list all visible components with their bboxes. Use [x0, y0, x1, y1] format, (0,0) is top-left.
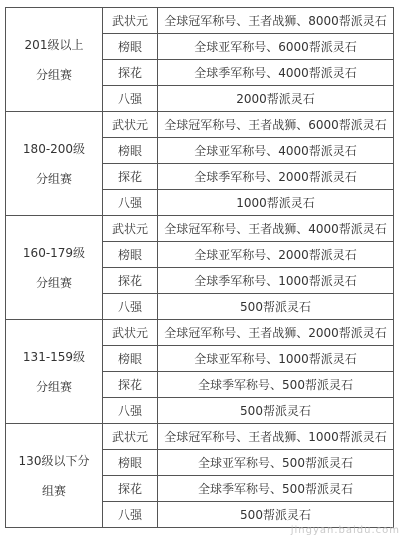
reward-cell: 全球冠军称号、王者战狮、6000帮派灵石 — [158, 112, 394, 138]
group-label-cell — [6, 320, 103, 424]
group-label-line: 组赛 — [41, 483, 66, 498]
rank-cell: 探花 — [103, 60, 158, 86]
group-label-line: 201级以上 — [24, 37, 84, 52]
reward-cell: 500帮派灵石 — [158, 398, 394, 424]
rank-cell: 八强 — [103, 190, 158, 216]
reward-cell: 2000帮派灵石 — [158, 86, 394, 112]
reward-cell: 全球季军称号、2000帮派灵石 — [158, 164, 394, 190]
reward-cell: 全球季军称号、500帮派灵石 — [158, 476, 394, 502]
group-label-line: 130级以下分 — [18, 453, 90, 468]
reward-cell: 全球亚军称号、1000帮派灵石 — [158, 346, 394, 372]
rank-cell: 榜眼 — [103, 346, 158, 372]
reward-cell: 全球亚军称号、6000帮派灵石 — [158, 34, 394, 60]
reward-cell: 500帮派灵石 — [158, 502, 394, 528]
table-row — [6, 216, 394, 242]
rank-cell: 榜眼 — [103, 450, 158, 476]
reward-cell: 全球冠军称号、王者战狮、1000帮派灵石 — [158, 424, 394, 450]
table-row — [6, 424, 394, 450]
group-label-line: 分组赛 — [35, 67, 72, 82]
rank-cell: 探花 — [103, 268, 158, 294]
rank-cell: 八强 — [103, 398, 158, 424]
watermark: jingyan.baidu.com — [290, 525, 400, 536]
group-label-cell — [6, 424, 103, 528]
group-label-line: 160-179级 — [22, 245, 86, 260]
table-row — [6, 112, 394, 138]
reward-cell: 全球冠军称号、王者战狮、2000帮派灵石 — [158, 320, 394, 346]
rank-cell: 探花 — [103, 372, 158, 398]
group-label-line: 分组赛 — [35, 171, 72, 186]
rank-cell: 八强 — [103, 86, 158, 112]
reward-cell: 全球季军称号、4000帮派灵石 — [158, 60, 394, 86]
group-label-line: 分组赛 — [35, 379, 72, 394]
rank-cell: 榜眼 — [103, 242, 158, 268]
reward-cell: 全球亚军称号、2000帮派灵石 — [158, 242, 394, 268]
reward-cell: 1000帮派灵石 — [158, 190, 394, 216]
rank-cell: 武状元 — [103, 216, 158, 242]
reward-cell: 全球亚军称号、500帮派灵石 — [158, 450, 394, 476]
reward-cell: 全球亚军称号、4000帮派灵石 — [158, 138, 394, 164]
group-label-line: 分组赛 — [35, 275, 72, 290]
table-row — [6, 320, 394, 346]
group-label-cell — [6, 8, 103, 112]
table-row — [6, 8, 394, 34]
rank-cell: 榜眼 — [103, 138, 158, 164]
rank-cell: 八强 — [103, 502, 158, 528]
group-label-cell — [6, 216, 103, 320]
rank-cell: 武状元 — [103, 320, 158, 346]
reward-cell: 全球季军称号、1000帮派灵石 — [158, 268, 394, 294]
reward-cell: 全球冠军称号、王者战狮、4000帮派灵石 — [158, 216, 394, 242]
group-label-cell — [6, 112, 103, 216]
group-label-line: 180-200级 — [22, 141, 86, 156]
reward-cell: 500帮派灵石 — [158, 294, 394, 320]
rank-cell: 八强 — [103, 294, 158, 320]
rank-cell: 武状元 — [103, 8, 158, 34]
reward-cell: 全球季军称号、500帮派灵石 — [158, 372, 394, 398]
group-label-line: 131-159级 — [22, 349, 86, 364]
rank-cell: 探花 — [103, 164, 158, 190]
rewards-table — [5, 7, 394, 528]
reward-cell: 全球冠军称号、王者战狮、8000帮派灵石 — [158, 8, 394, 34]
rank-cell: 探花 — [103, 476, 158, 502]
rank-cell: 武状元 — [103, 424, 158, 450]
rank-cell: 武状元 — [103, 112, 158, 138]
rank-cell: 榜眼 — [103, 34, 158, 60]
